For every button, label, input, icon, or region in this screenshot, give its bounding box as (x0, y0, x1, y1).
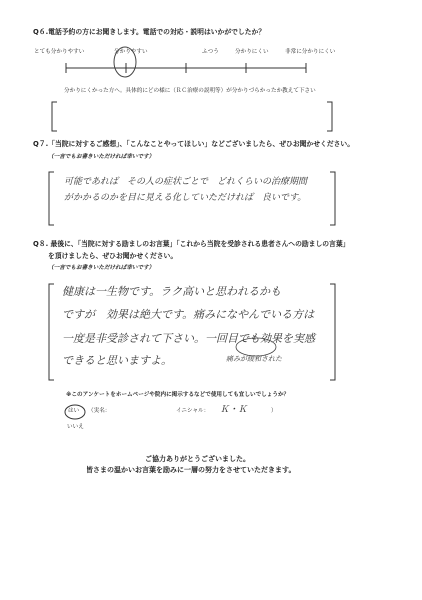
q7-title: Q７.「当院に対するご感想」、「こんなことやってほしい」などございましたら、ぜひお聞かせください。 (33, 140, 355, 148)
q8-answer-line-4: できると思いますよ。 (62, 354, 172, 367)
q8-title-line-1: Q８. 最後に、「当院に対する励ましのお言葉」「これから当院を受診される患者さんへの励ましの言葉」 (33, 240, 350, 248)
consent-initial-value: Ｋ・Ｋ (220, 405, 248, 415)
q6-followup: 分かりにくかった方へ。具体的にどの様に（ＲＣ治療の説明等）が分かりづらかったか教えて下さい (64, 88, 316, 94)
consent-close-paren: ） (271, 408, 277, 414)
footer-thanks: ご協力ありがとうございました。 (145, 455, 250, 463)
q6-title: Q６.電話予約の方にお聞きします。電話での対応・説明はいかがでしたか？ (33, 28, 266, 36)
q6-option-1[interactable]: とても分かりやすい (34, 49, 85, 55)
consent-question: ※このアンケートをホームページや院内に掲示するなどで使用しても宜しいでしょうか？ (66, 392, 290, 398)
consent-no[interactable]: いいえ (67, 424, 84, 430)
q6-option-5[interactable]: 非常に分かりにくい (285, 49, 336, 55)
q6-option-4[interactable]: 分かりにくい (235, 49, 269, 55)
consent-initial-label: イニシャル： (176, 408, 210, 414)
q8-answer-line-3: 一度是非受診されて下さい。一回目でも効果を実感 (62, 332, 315, 345)
consent-yes[interactable]: はい (68, 408, 80, 414)
q6-option-3[interactable]: ふつう (202, 49, 219, 55)
consent-real-name-label: （実名： (88, 408, 111, 414)
q6-option-2[interactable]: 分かりやすい (114, 49, 148, 55)
q8-answer-line-2: ですが 効果は絶大です。痛みになやんでいる方は (62, 308, 315, 321)
q6-selection-circle (114, 47, 136, 77)
q8-answer-annotation: 痛みが緩和された (226, 355, 282, 363)
q7-note: （一言でもお書きいただければ幸いです） (48, 154, 155, 160)
q7-answer-line-2: がかかるのかを目に見える化していただければ 良いです。 (64, 193, 307, 203)
footer-message: 皆さまの温かいお言葉を励みに一層の努力をさせていただきます。 (86, 466, 296, 474)
q7-answer-line-1: 可能であれば その人の症状ごとで どれくらいの治療期間 (64, 177, 308, 187)
q8-title-line-2: を頂けましたら、ぜひお聞かせください。 (48, 252, 178, 260)
q8-note: （一言でもお書きいただければ幸いです） (48, 265, 155, 271)
q8-answer-line-1: 健康は一生物です。ラク高いと思われるかも (62, 285, 282, 298)
